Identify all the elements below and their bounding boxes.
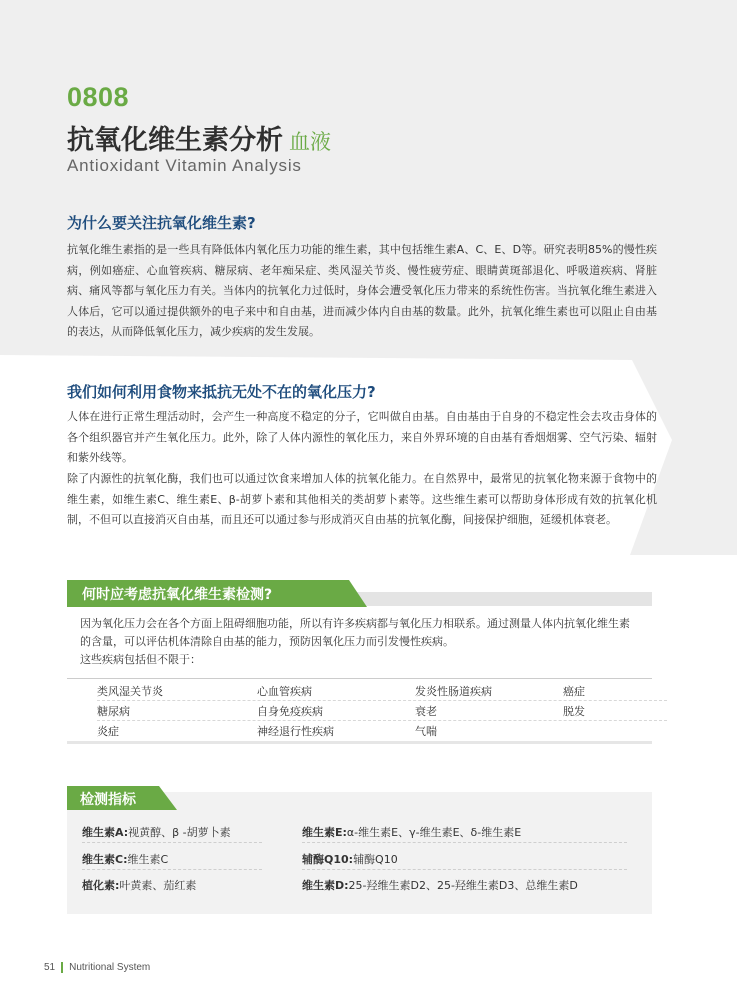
indicator-value: 视黄醇、β -胡萝卜素 bbox=[128, 826, 231, 839]
section-heading-when: 何时应考虑抗氧化维生素检测? bbox=[82, 587, 273, 603]
divider bbox=[82, 869, 262, 870]
indicator-item bbox=[82, 824, 231, 840]
section-heading-how: 我们如何利用食物来抵抗无处不在的氧化压力? bbox=[67, 383, 376, 401]
divider bbox=[302, 869, 627, 870]
disease-intro: 这些疾病包括但不限于： bbox=[80, 653, 201, 666]
indicator-label: 植化素: bbox=[82, 879, 120, 892]
indicator-value: 维生素C bbox=[127, 853, 169, 866]
footer-divider bbox=[61, 962, 63, 973]
table-cell: 炎症 bbox=[97, 725, 119, 738]
section-heading-indicators: 检测指标 bbox=[80, 792, 136, 808]
page-footer bbox=[44, 962, 150, 973]
indicator-label: 维生素C: bbox=[82, 853, 128, 866]
table-cell: 癌症 bbox=[563, 685, 585, 698]
section-body-why: 抗氧化维生素指的是一些具有降低体内氧化压力功能的维生素，其中包括维生素A、C、E、D等。研究表明85%的慢性疾病，例如癌症、心血管疾病、糖尿病、老年痴呆症、类风湿关节炎、慢性疲劳症、眼睛黄斑部退化、呼吸道疾病、肾脏病、痛风等都与氧化压力有关。当体内的抗氧化力过低时，身体会遭受氧化压力带来的系统性伤害。当抗氧化维生素进入人体后，它可以通过提供额外的电子来中和自由基，进而减少体内自由基的数量。此外，抗氧化维生素也可以阻止自由基的表达，从而降低氧化压力，减少疾病的发生发展。 bbox=[67, 243, 657, 338]
indicator-value: 辅酶Q10 bbox=[353, 853, 398, 866]
disease-table bbox=[67, 678, 652, 744]
page-title bbox=[67, 118, 331, 157]
indicator-item bbox=[302, 824, 521, 840]
table-row bbox=[97, 680, 667, 701]
indicator-label: 辅酶Q10: bbox=[302, 853, 354, 866]
table-cell: 脱发 bbox=[563, 705, 585, 718]
page-title-sub: 血液 bbox=[289, 130, 331, 154]
table-cell: 类风湿关节炎 bbox=[97, 685, 163, 698]
indicator-item bbox=[302, 877, 578, 893]
section-body-how-1: 人体在进行正常生理活动时，会产生一种高度不稳定的分子，它叫做自由基。自由基由于自身的不稳定性会去攻击身体的各个组织器官并产生氧化压力。此外，除了人体内源性的氧化压力，来自外界环境的自由基有香烟烟雾、空气污染、辐射和紫外线等。 bbox=[67, 410, 657, 464]
section-code: 0808 bbox=[67, 82, 130, 112]
page-number: 51 bbox=[44, 962, 56, 974]
indicator-label: 维生素A: bbox=[82, 826, 129, 839]
table-cell: 心血管疾病 bbox=[257, 685, 312, 698]
page-title-english: Antioxidant Vitamin Analysis bbox=[67, 156, 302, 175]
divider bbox=[302, 842, 627, 843]
indicator-value: α-维生素E、γ-维生素E、δ-维生素E bbox=[346, 826, 522, 839]
table-cell: 发炎性肠道疾病 bbox=[415, 685, 492, 698]
footer-label: Nutritional System bbox=[69, 962, 151, 974]
indicator-item bbox=[302, 851, 398, 867]
indicator-item bbox=[82, 877, 196, 893]
indicator-value: 叶黄素、茄红素 bbox=[119, 879, 197, 892]
table-cell: 自身免疫疾病 bbox=[257, 705, 323, 718]
indicator-value: 25-羟维生素D2、25-羟维生素D3、总维生素D bbox=[348, 879, 578, 892]
table-bottom-rule bbox=[67, 741, 652, 744]
table-cell: 神经退行性疾病 bbox=[257, 725, 334, 738]
table-cell: 气喘 bbox=[415, 725, 437, 738]
table-row bbox=[97, 720, 667, 740]
indicator-label: 维生素E: bbox=[302, 826, 347, 839]
divider bbox=[82, 842, 262, 843]
section-heading-why: 为什么要关注抗氧化维生素? bbox=[67, 214, 256, 232]
indicator-item bbox=[82, 851, 168, 867]
indicator-label: 维生素D: bbox=[302, 879, 349, 892]
table-cell: 衰老 bbox=[415, 705, 437, 718]
section-body-when: 因为氧化压力会在各个方面上阻碍细胞功能，所以有许多疾病都与氧化压力相联系。通过测量人体内抗氧化维生素的含量，可以评估机体清除自由基的能力，预防因氧化压力而引发慢性疾病。 bbox=[80, 617, 630, 648]
page-title-main: 抗氧化维生素分析 bbox=[67, 125, 283, 156]
table-row bbox=[97, 700, 667, 721]
section-body-how-2: 除了内源性的抗氧化酶，我们也可以通过饮食来增加人体的抗氧化能力。在自然界中，最常见的抗氧化物来源于食物中的维生素，如维生素C、维生素E、β-胡萝卜素和其他相关的类胡萝卜素等。这些维生素可以帮助身体形成有效的抗氧化机制，不但可以直接消灭自由基，而且还可以通过参与形成消灭自由基的抗氧化酶，间接保护细胞，延缓机体衰老。 bbox=[67, 472, 657, 526]
table-cell: 糖尿病 bbox=[97, 705, 130, 718]
